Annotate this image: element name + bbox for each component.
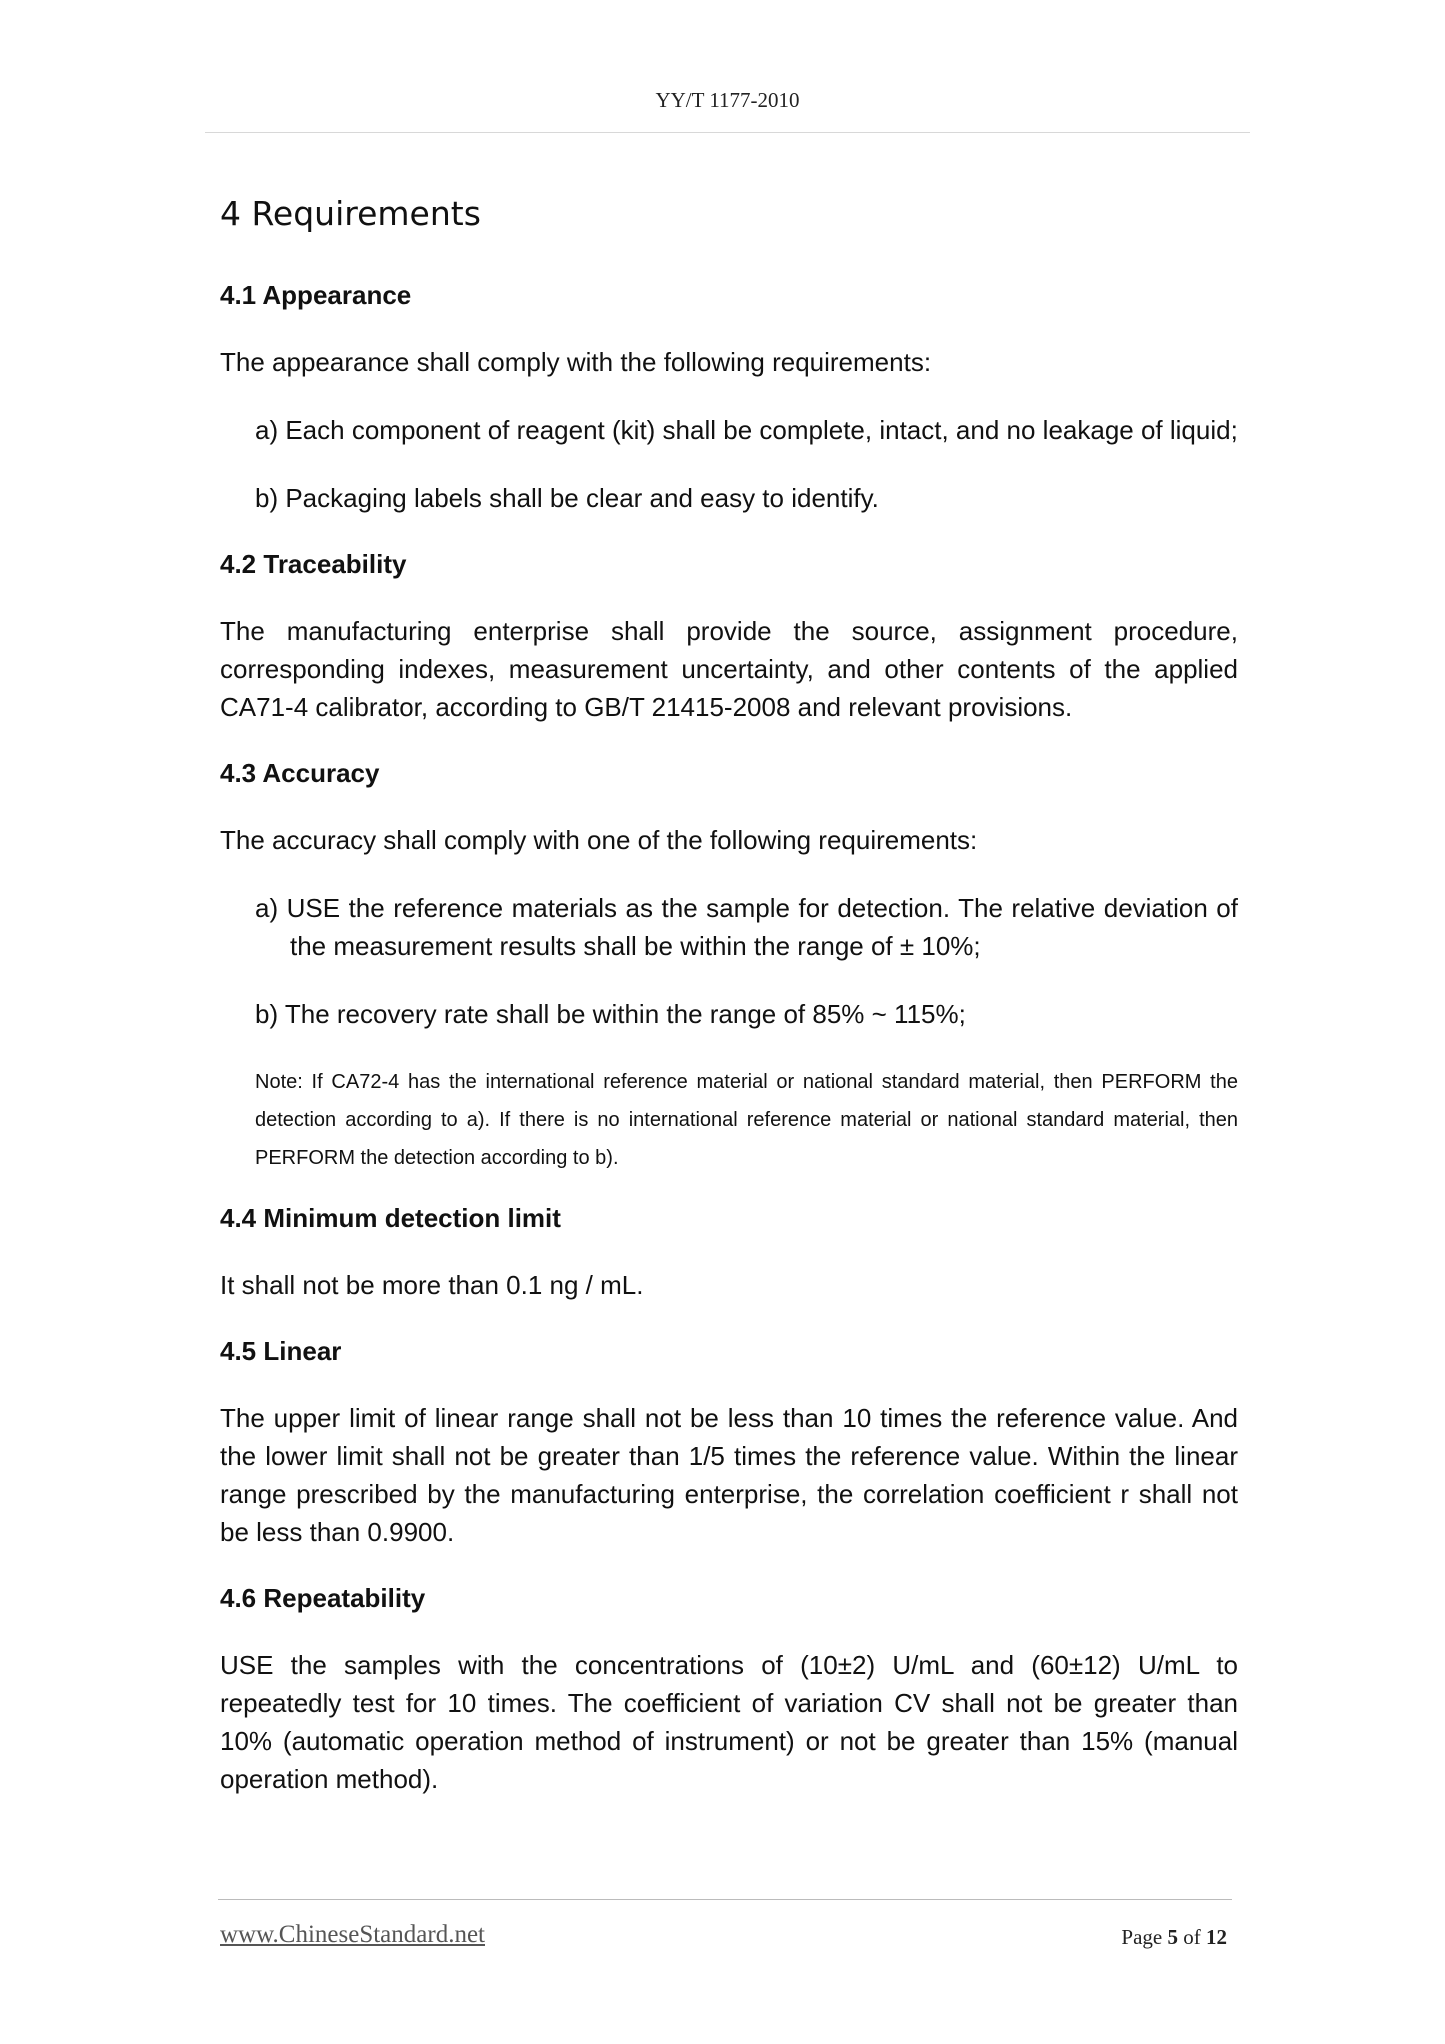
repeatability-text: USE the samples with the concentrations of (10±2) U/mL and (60±12) U/mL to repeatedly test for 10 times. The coefficient of variation CV shall not be greater than 10% (automatic operation method of instrument) or not be greater than 15% (manual operation method). xyxy=(220,1650,1238,1794)
header-divider xyxy=(205,132,1250,133)
accuracy-intro: The accuracy shall comply with one of the following requirements: xyxy=(220,825,978,855)
appearance-item-b: b) Packaging labels shall be clear and easy to identify. xyxy=(255,483,879,513)
heading-traceability: 4.2 Traceability xyxy=(220,549,407,579)
heading-linear: 4.5 Linear xyxy=(220,1336,342,1366)
page-current: 5 xyxy=(1167,1925,1178,1949)
footer-divider xyxy=(218,1899,1232,1900)
heading-accuracy: 4.3 Accuracy xyxy=(220,758,380,788)
page-number xyxy=(1121,1925,1227,1950)
accuracy-note: Note: If CA72-4 has the international reference material or national standard material, then PERFORM the detection according to a). If there is no international reference material or national standard material, then PERFORM the detection according to b). xyxy=(255,1071,1238,1169)
page-word: Page xyxy=(1121,1925,1163,1949)
heading-repeatability: 4.6 Repeatability xyxy=(220,1583,426,1613)
section-title: 4 Requirements xyxy=(220,194,481,233)
linear-text: The upper limit of linear range shall not be less than 10 times the reference value. And the lower limit shall not be greater than 1/5 times the reference value. Within the linear range prescribed by the manufacturing enterprise, the correlation coefficient r shall not be less than 0.9900. xyxy=(220,1403,1238,1547)
traceability-text: The manufacturing enterprise shall provide the source, assignment procedure, corresponding indexes, measurement uncertainty, and other contents of the applied CA71-4 calibrator, according to GB/T 21415-2008 and relevant provisions. xyxy=(220,616,1238,722)
heading-detection-limit: 4.4 Minimum detection limit xyxy=(220,1203,561,1233)
appearance-item-a: a) Each component of reagent (kit) shall be complete, intact, and no leakage of liquid; xyxy=(255,415,1238,445)
document-code-header: YY/T 1177-2010 xyxy=(655,88,800,112)
website-link[interactable]: www.ChineseStandard.net xyxy=(220,1921,485,1948)
page-total: 12 xyxy=(1206,1925,1227,1949)
accuracy-item-b: b) The recovery rate shall be within the range of 85% ~ 115%; xyxy=(255,999,966,1029)
heading-appearance: 4.1 Appearance xyxy=(220,280,412,310)
appearance-intro: The appearance shall comply with the following requirements: xyxy=(220,347,932,377)
page-of: of xyxy=(1183,1925,1201,1949)
page-content xyxy=(220,190,1238,1828)
detection-limit-text: It shall not be more than 0.1 ng / mL. xyxy=(220,1270,644,1300)
accuracy-item-a: a) USE the reference materials as the sample for detection. The relative deviation of the measurement results shall be within the range of ± 10%; xyxy=(255,893,1238,961)
